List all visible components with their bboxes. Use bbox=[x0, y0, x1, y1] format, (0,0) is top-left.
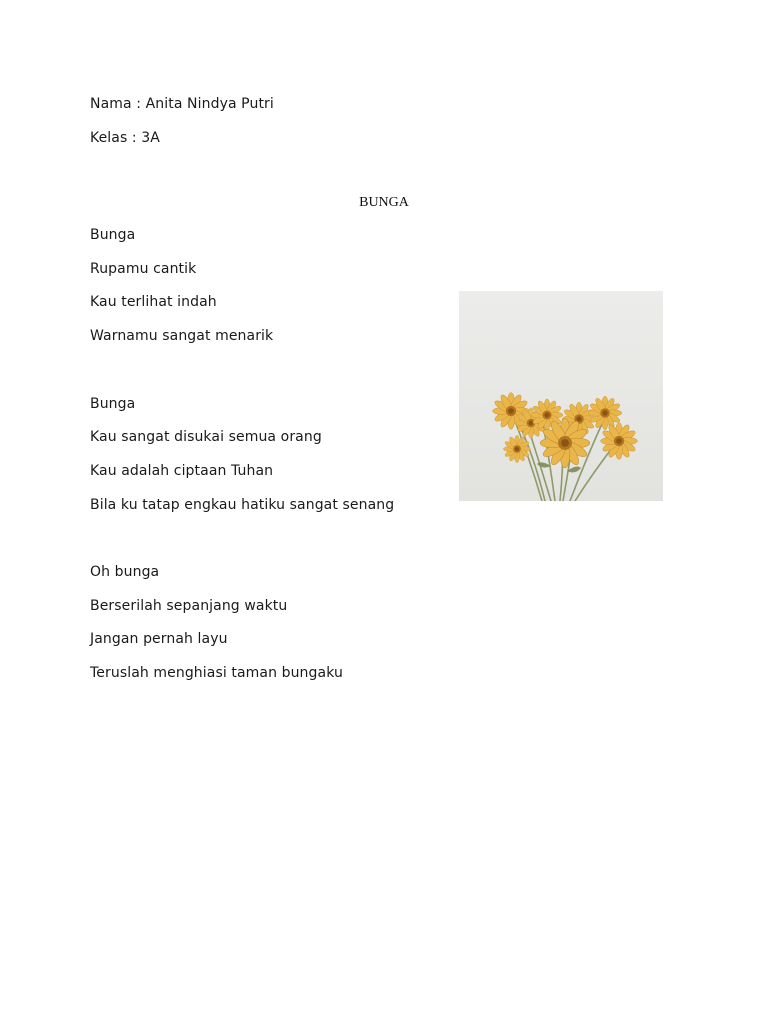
poem-line: Warnamu sangat menarik bbox=[90, 328, 274, 344]
poem-line: Kau adalah ciptaan Tuhan bbox=[90, 463, 274, 479]
poem-line: Bunga bbox=[90, 227, 136, 243]
poem-line: Kau terlihat indah bbox=[90, 294, 217, 310]
student-class: Kelas : 3A bbox=[90, 130, 160, 146]
sunflower-photo bbox=[459, 291, 663, 501]
poem-line: Jangan pernah layu bbox=[90, 631, 228, 647]
poem-line: Kau sangat disukai semua orang bbox=[90, 429, 322, 445]
poem-line: Bila ku tatap engkau hatiku sangat senang bbox=[90, 497, 395, 513]
poem-title: BUNGA bbox=[359, 195, 409, 210]
poem-line: Berserilah sepanjang waktu bbox=[90, 598, 288, 614]
poem-line: Oh bunga bbox=[90, 564, 160, 580]
poem-line: Bunga bbox=[90, 396, 136, 412]
poem-line: Teruslah menghiasi taman bungaku bbox=[90, 665, 343, 681]
poem-line: Rupamu cantik bbox=[90, 261, 197, 277]
student-name: Nama : Anita Nindya Putri bbox=[90, 96, 274, 112]
